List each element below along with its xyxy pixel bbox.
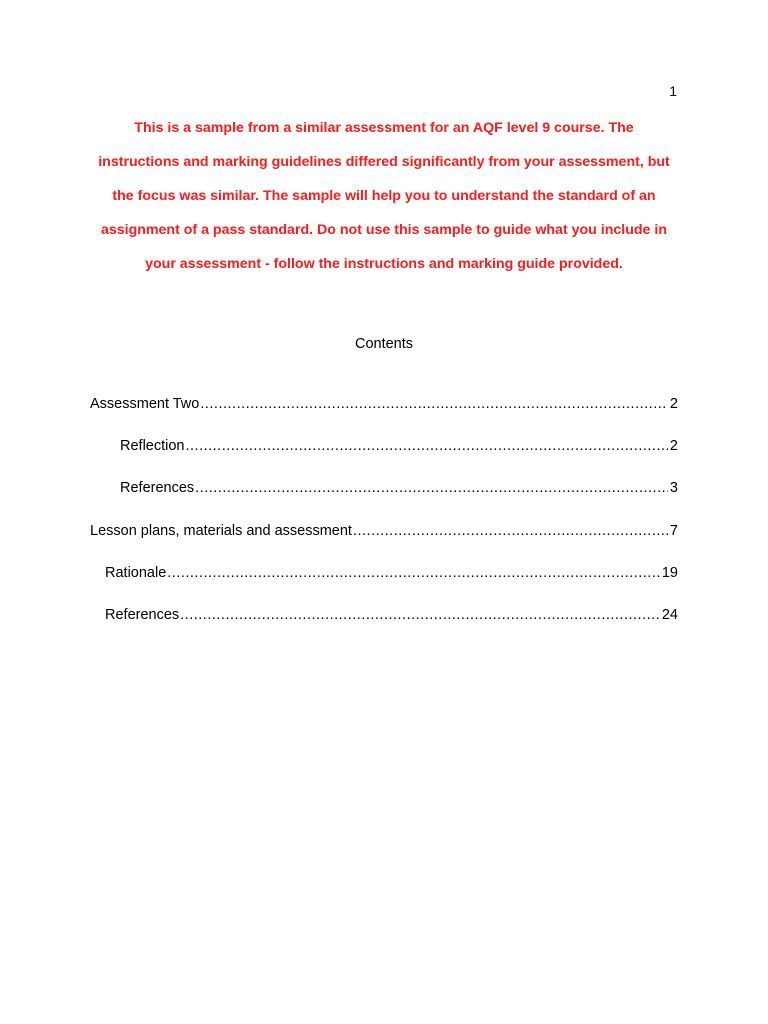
toc-leader-dots bbox=[195, 479, 668, 497]
toc-entry-references[interactable] bbox=[105, 606, 678, 624]
notice-line: This is a sample from a similar assessment for an AQF level 9 course. The bbox=[134, 120, 634, 136]
toc-entry-page: 2 bbox=[669, 438, 678, 454]
toc-leader-dots bbox=[167, 564, 660, 582]
toc-title: Contents bbox=[354, 336, 414, 352]
toc-entry-label: Rationale bbox=[105, 565, 167, 581]
sample-notice bbox=[78, 115, 690, 285]
toc-entry-label: Assessment Two bbox=[90, 396, 200, 412]
toc-leader-dots bbox=[200, 395, 668, 413]
toc-leader-dots bbox=[185, 437, 667, 455]
toc-entry-label: References bbox=[120, 480, 195, 496]
toc-entry-page: 7 bbox=[669, 523, 678, 539]
toc-entry-page: 24 bbox=[661, 607, 678, 623]
toc-entry-label: Lesson plans, materials and assessment bbox=[90, 523, 352, 539]
toc-leader-dots bbox=[180, 606, 660, 624]
toc-entry-assessment-two[interactable] bbox=[90, 395, 678, 413]
toc-entry-page: 2 bbox=[669, 396, 678, 412]
toc-leader-dots bbox=[353, 522, 668, 540]
toc-entry-page: 3 bbox=[669, 480, 678, 496]
notice-line: assignment of a pass standard. Do not use this sample to guide what you include in bbox=[100, 222, 667, 238]
toc-entry-lesson-plans[interactable] bbox=[90, 522, 678, 540]
toc-entry-label: Reflection bbox=[120, 438, 185, 454]
toc-entry-page: 19 bbox=[661, 565, 678, 581]
toc-entry-label: References bbox=[105, 607, 180, 623]
notice-line: instructions and marking guidelines differed significantly from your assessment, but bbox=[98, 154, 670, 170]
toc-entry-rationale[interactable] bbox=[105, 564, 678, 582]
toc-entry-reflection[interactable] bbox=[120, 437, 678, 455]
notice-line: the focus was similar. The sample will help you to understand the standard of an bbox=[112, 188, 656, 204]
toc-entry-references[interactable] bbox=[120, 479, 678, 497]
notice-line: your assessment - follow the instructions and marking guide provided. bbox=[145, 256, 623, 272]
page-number: 1 bbox=[669, 83, 677, 99]
